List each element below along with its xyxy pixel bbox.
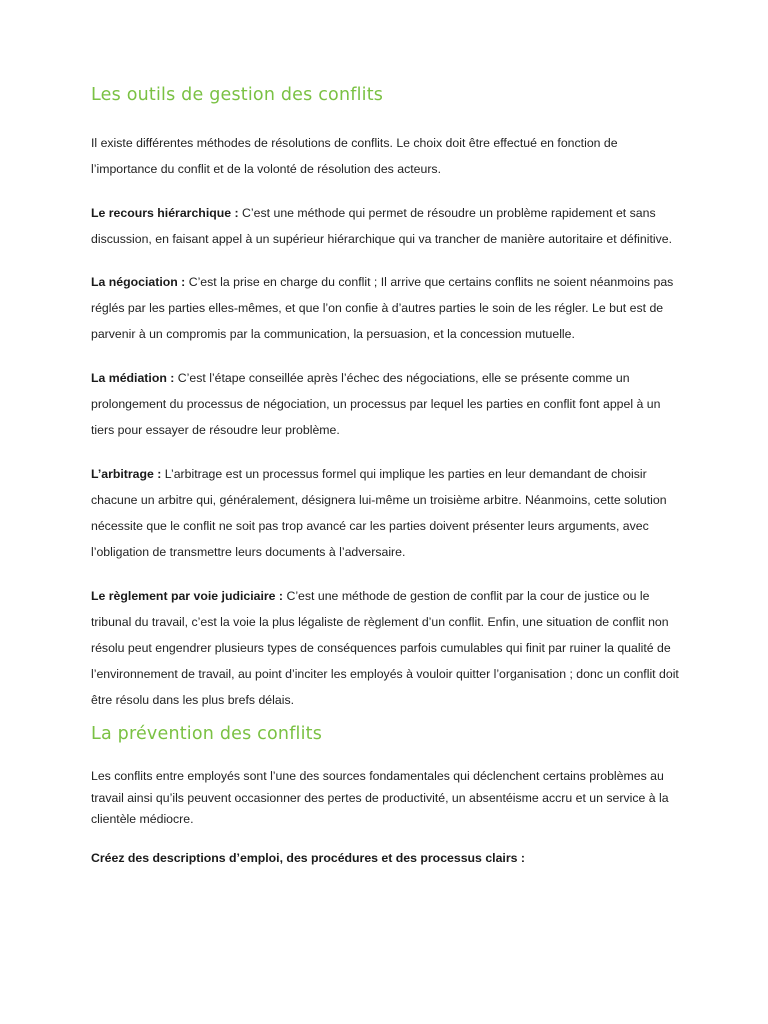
prevention-subheading — [91, 845, 681, 871]
definition-judicial-settlement: C’est une méthode de gestion de conflit par la cour de justice ou le tribunal du travail, c’est la voie la plus légaliste de règlement d’un conflit. Enfin, une situation de conflit non résolu peut engendrer plusieurs types de conséquences parfois cumulables qui finit par ruiner la qualité de l’environnement de travail, au point d’inciter les employés à vouloir quitter l’organisation ; donc un conflit doit être résolu dans les plus brefs délais. — [91, 589, 679, 707]
definition-arbitration: L’arbitrage est un processus formel qui implique les parties en leur demandant de choisir chacune un arbitre qui, généralement, désignera lui-même un troisième arbitre. Néanmoins, cette solution nécessite que le conflit ne soit pas trop avancé car les parties doivent présenter leurs arguments, avec l’obligation de transmettre leurs documents à l’adversaire. — [91, 467, 667, 559]
term-negotiation: La négociation : — [91, 275, 186, 289]
paragraph-mediation — [91, 365, 681, 443]
term-arbitration: L’arbitrage : — [91, 467, 162, 481]
definition-mediation: C’est l’étape conseillée après l’échec des négociations, elle se présente comme un prolongement du processus de négociation, un processus par lequel les parties en conflit font appel à un tiers pour essayer de résoudre leur problème. — [91, 371, 661, 437]
paragraph-arbitration — [91, 461, 681, 565]
prevention-intro-paragraph: Les conflits entre employés sont l’une des sources fondamentales qui déclenchent certains problèmes au travail ainsi qu’ils peuvent occasionner des pertes de productivité, un absentéisme accru et un service à la clientèle médiocre. — [91, 769, 669, 826]
term-mediation: La médiation : — [91, 371, 175, 385]
prevention-subheading-text: Créez des descriptions d’emploi, des procédures et des processus clairs : — [91, 851, 525, 865]
definition-negotiation: C’est la prise en charge du conflit ; Il arrive que certains conflits ne soient néanmoins pas réglés par les parties elles-mêmes, et que l’on confie à d’autres parties le soin de les régler. Le but est de parvenir à un compromis par la communication, la persuasion, et la concession mutuelle. — [91, 275, 674, 341]
term-judicial-settlement: Le règlement par voie judiciaire : — [91, 589, 284, 603]
paragraph-hierarchical-recourse — [91, 200, 681, 252]
term-hierarchical-recourse: Le recours hiérarchique : — [91, 206, 239, 220]
paragraph-negotiation — [91, 269, 681, 347]
section-title-conflict-prevention: La prévention des conflits — [91, 724, 323, 744]
intro-paragraph: Il existe différentes méthodes de résolutions de conflits. Le choix doit être effectué en fonction de l’importance du conflit et de la volonté de résolution des acteurs. — [91, 136, 618, 176]
definition-hierarchical-recourse: C’est une méthode qui permet de résoudre un problème rapidement et sans discussion, en faisant appel à un supérieur hiérarchique qui va trancher de manière autoritaire et définitive. — [91, 206, 673, 246]
section-title-conflict-tools: Les outils de gestion des conflits — [91, 85, 384, 105]
paragraph-judicial-settlement — [91, 583, 681, 713]
